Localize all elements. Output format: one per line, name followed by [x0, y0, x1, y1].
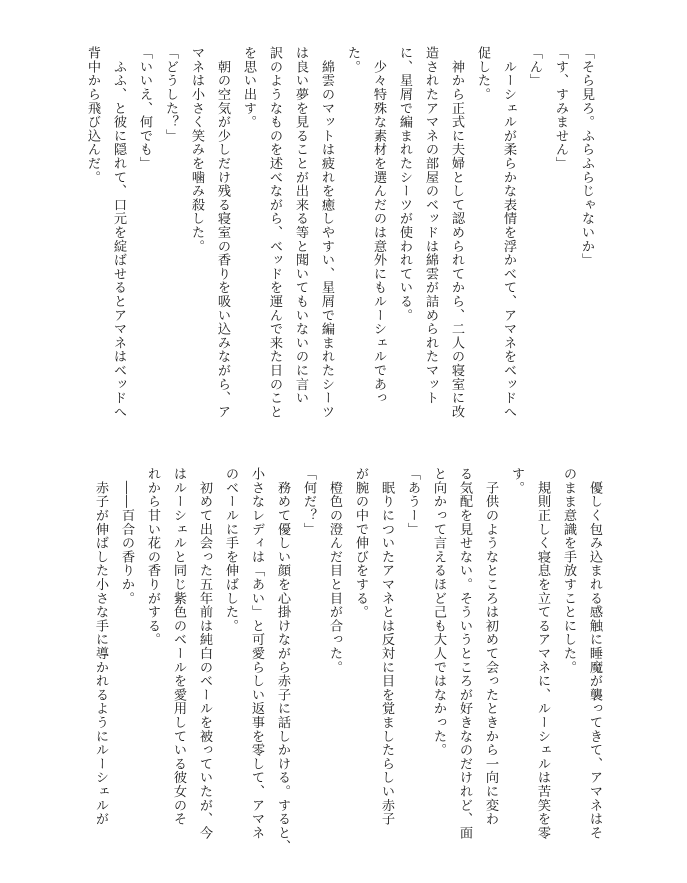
text-line: 「ん」	[527, 46, 542, 88]
text-line: 務めて優しい顔を心掛けながら赤子に話しかける。すると、	[275, 467, 290, 854]
text-line: 橙色の澄んだ目と目が合った。	[327, 467, 342, 674]
text-line: る気配を見せない。そういうところが好きなのだけれど、面	[457, 467, 472, 840]
text-line: 朝の空気が少しだけ残る寝室の香りを吸い込みながら、ア	[215, 46, 230, 419]
text-line: 「いいえ、何でも」	[137, 46, 152, 171]
text-line: と向かって言えるほど己も大人ではなかった。	[431, 467, 446, 757]
text-line: 少々特殊な素材を選んだのは意外にもルーシェルであっ	[371, 46, 386, 405]
text-line: 優しく包み込まれる感触に睡魔が襲ってきて、アマネはそ	[587, 467, 602, 840]
text-line: 綿雲のマットは疲れを癒しやすい、星屑で編まれたシーツ	[319, 46, 334, 419]
text-line: 「どうした？」	[163, 46, 178, 143]
text-block-lower	[79, 467, 607, 867]
text-line: 神から正式に夫婦として認められてから、二人の寝室に改	[449, 46, 464, 419]
text-line: 造されたアマネの部屋のベッドは綿雲が詰められたマット	[423, 46, 438, 405]
text-line: マネは小さく笑みを噛み殺した。	[189, 46, 204, 253]
text-line: のまま意識を手放すことにした。	[561, 467, 576, 674]
text-line: 赤子が伸ばした小さな手に導かれるようにルーシェルが	[93, 467, 108, 826]
text-block-upper	[85, 46, 599, 446]
text-line: ふふ、と彼に隠れて、口元を綻ばせるとアマネはベッドへ	[111, 46, 126, 419]
text-line: のベールに手を伸ばした。	[223, 467, 238, 633]
text-line: 「何だ？」	[301, 467, 316, 536]
text-line: はルーシェルと同じ紫色のベールを愛用している彼女のそ	[171, 467, 186, 826]
text-line: れから甘い花の香りがする。	[145, 467, 160, 647]
text-line: 小さなレディは「あい」と可愛らしい返事を零して、アマネ	[249, 467, 264, 840]
text-line: ――百合の香りか。	[119, 467, 134, 605]
text-line: は良い夢を見ることが出来る等と聞いてもいないのに言い	[293, 46, 308, 405]
text-line: 「す、すみません」	[553, 46, 568, 171]
text-line: 眠りについたアマネとは反対に目を覚ましたらしい赤子	[379, 467, 394, 826]
text-line: ルーシェルが柔らかな表情を浮かべて、アマネをベッドへ	[501, 46, 516, 419]
text-line: 初めて出会った五年前は純白のベールを被っていたが、今	[197, 467, 212, 840]
text-line: す。	[509, 467, 524, 495]
text-line: た。	[345, 46, 360, 74]
text-line: に、星屑で編まれたシーツが使われている。	[397, 46, 412, 322]
text-line: 「あうー」	[405, 467, 420, 536]
text-line: 子供のようなところは初めて会ったときから一向に変わ	[483, 467, 498, 826]
text-line: 規則正しく寝息を立てるアマネに、ルーシェルは苦笑を零	[535, 467, 550, 840]
text-line: を思い出す。	[241, 46, 256, 129]
text-line: 背中から飛び込んだ。	[85, 46, 100, 184]
text-line: 「そら見ろ。ふらふらじゃないか」	[579, 46, 594, 267]
text-line: が腕の中で伸びをする。	[353, 467, 368, 619]
text-line: 促した。	[475, 46, 490, 102]
text-line: 訳のようなものを述べながら、ベッドを運んで来た日のこと	[267, 46, 282, 419]
